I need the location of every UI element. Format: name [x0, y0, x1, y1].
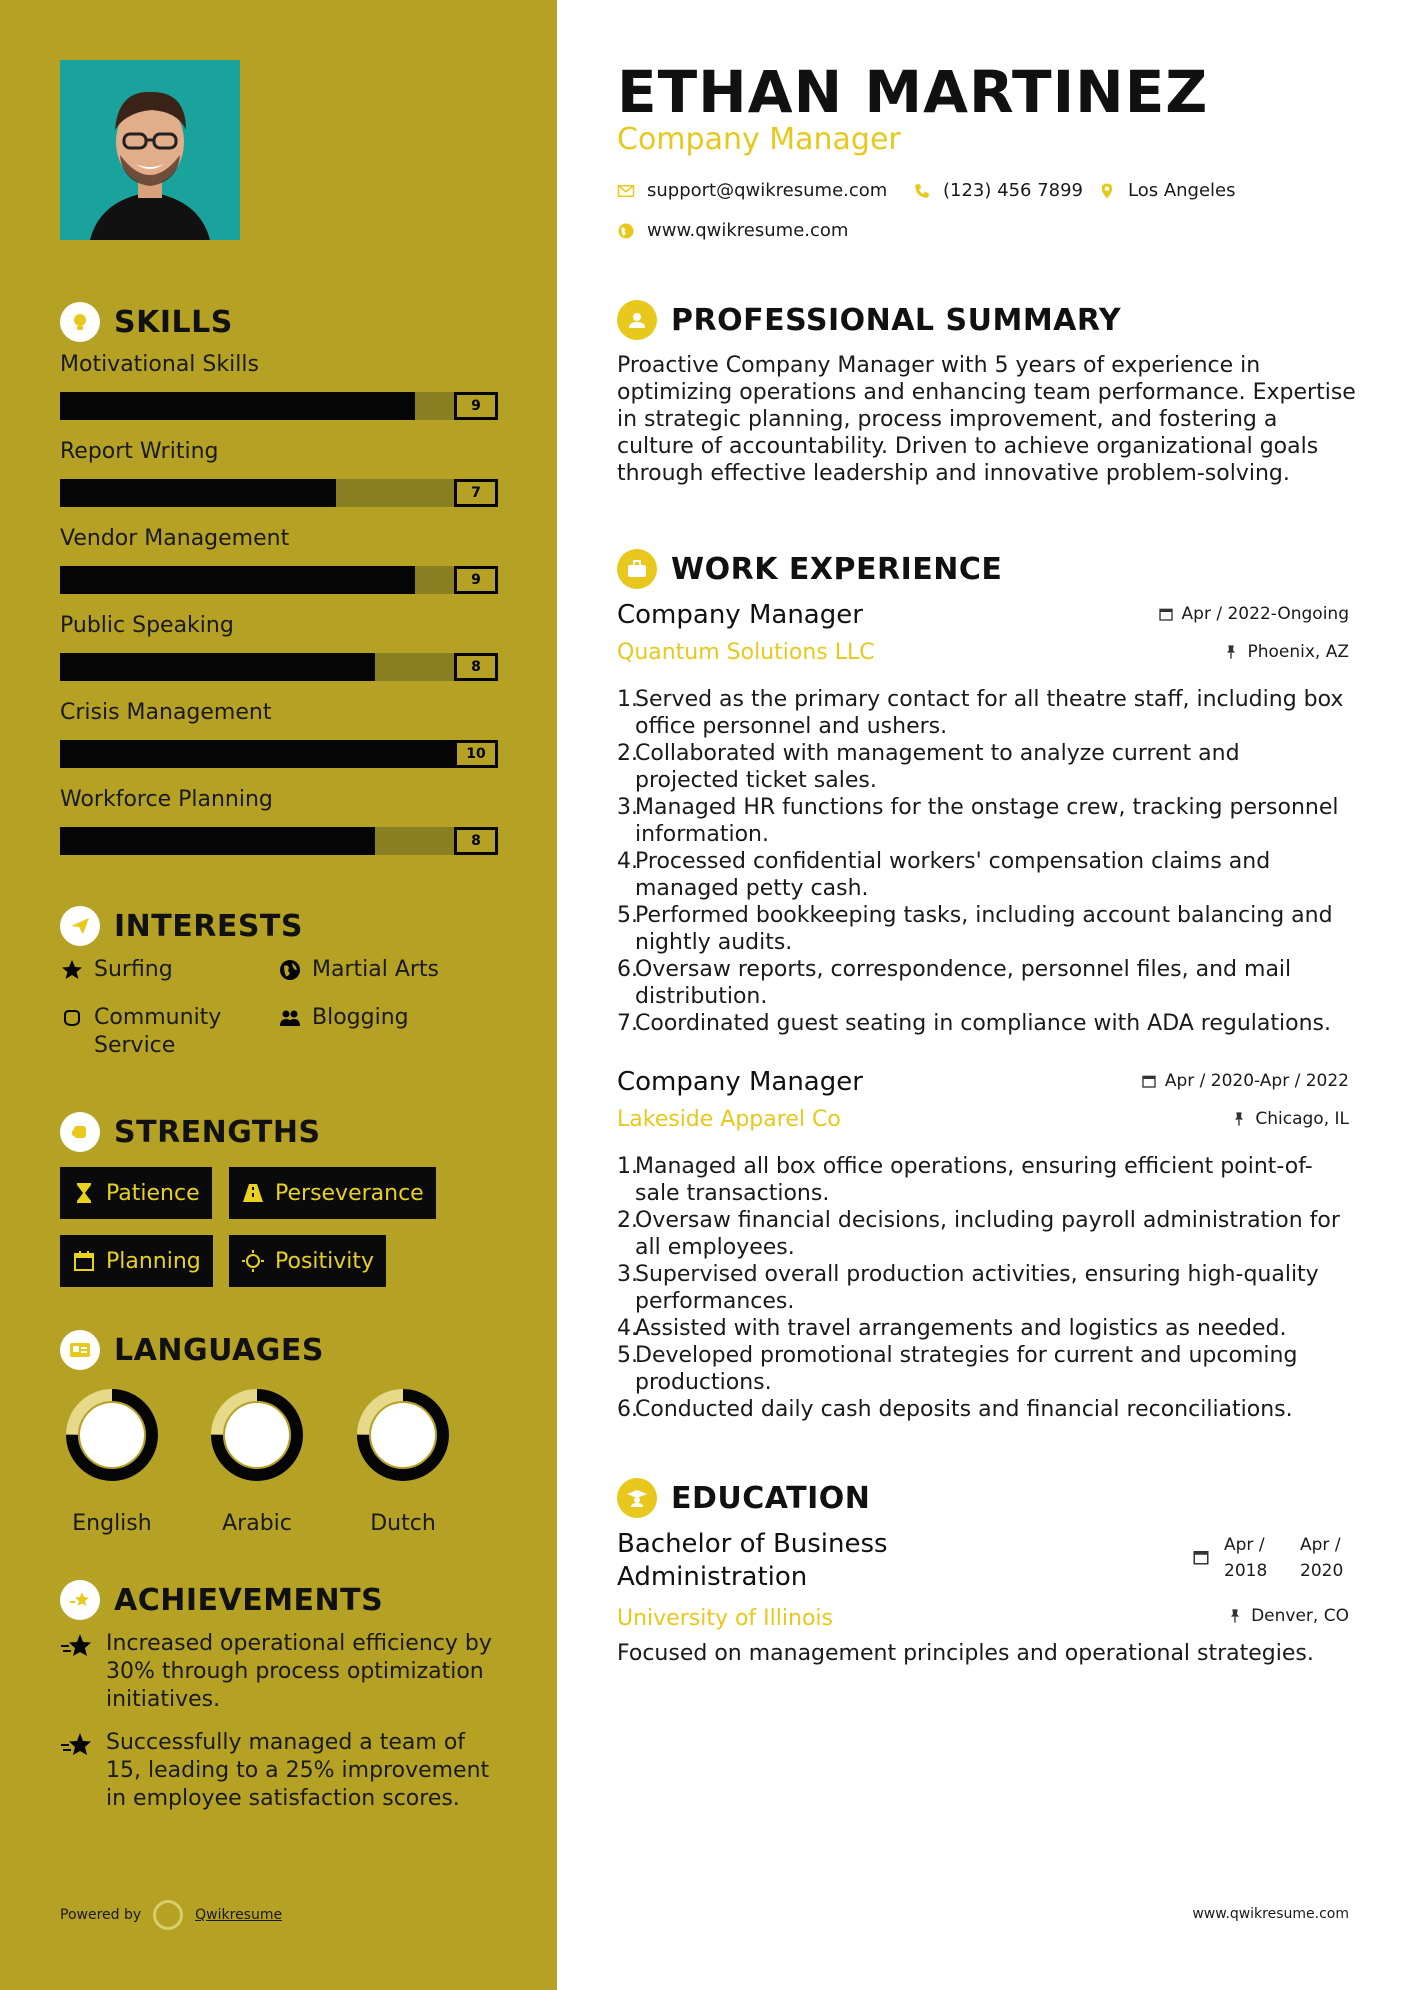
job-dates-text: Apr / 2022-Ongoing [1181, 604, 1349, 624]
interest-item [278, 956, 439, 984]
language-ring [353, 1385, 453, 1485]
language-ring [62, 1385, 162, 1485]
job-dates-text: Apr / 2020-Apr / 2022 [1164, 1071, 1349, 1091]
job-bullet [617, 1010, 1349, 1037]
summary-title: PROFESSIONAL SUMMARY [671, 302, 1122, 338]
strength-label: Patience [106, 1180, 200, 1206]
skill-item [60, 611, 498, 681]
education-heading [617, 1478, 870, 1518]
interest-label: Martial Arts [312, 957, 440, 982]
strengths-heading [60, 1112, 321, 1152]
paper-plane-icon [60, 906, 100, 946]
bullet-number: 7. [617, 1011, 638, 1036]
job-title: Company Manager [617, 1067, 863, 1097]
language-name: Dutch [370, 1511, 436, 1536]
job-location [1223, 642, 1349, 662]
skill-bar [60, 479, 498, 507]
candidate-role: Company Manager [617, 122, 901, 157]
location-text: Los Angeles [1128, 180, 1236, 201]
user-icon [617, 300, 657, 340]
pushpin-icon [1231, 1111, 1247, 1127]
shooting-star-icon [60, 1632, 94, 1660]
interest-label: Blogging [312, 1005, 409, 1030]
skill-score: 8 [454, 653, 498, 681]
bullet-number: 5. [617, 1343, 638, 1368]
hourglass-icon [72, 1181, 96, 1205]
education-end: Apr / 2020 [1300, 1535, 1344, 1581]
achievements-heading [60, 1580, 383, 1620]
skill-bar-fill [60, 392, 415, 420]
users-icon [278, 1006, 302, 1030]
strength-badge [229, 1235, 386, 1287]
calendar-icon [1141, 1073, 1157, 1089]
education-location [1227, 1606, 1349, 1626]
skill-item [60, 437, 498, 507]
job-title: Company Manager [617, 600, 863, 630]
skill-bar [60, 566, 498, 594]
job-location-text: Phoenix, AZ [1247, 642, 1349, 662]
job-bullet [617, 1261, 1349, 1315]
footer-website-link[interactable]: www.qwikresume.com [1192, 1906, 1349, 1922]
job-bullet [617, 902, 1349, 956]
bullet-text: Managed all box office operations, ensuring efficient point-of-sale transactions. [635, 1154, 1313, 1206]
skills-heading [60, 302, 233, 342]
interest-item [60, 956, 173, 984]
strength-badge [60, 1235, 213, 1287]
bullet-text: Oversaw reports, correspondence, personnel files, and mail distribution. [635, 957, 1292, 1009]
job-location-text: Chicago, IL [1255, 1109, 1349, 1129]
job-company: Lakeside Apparel Co [617, 1107, 841, 1132]
bullet-text: Conducted daily cash deposits and financial reconciliations. [635, 1397, 1293, 1422]
job-dates [1141, 1071, 1349, 1091]
bullet-number: 2. [617, 741, 638, 766]
school-name: University of Illinois [617, 1606, 833, 1631]
skill-score: 10 [454, 740, 498, 768]
bullet-text: Managed HR functions for the onstage crew, tracking personnel information. [635, 795, 1339, 847]
website-text: www.qwikresume.com [647, 220, 849, 241]
language-item [52, 1385, 172, 1536]
bullet-number: 6. [617, 1397, 638, 1422]
job-bullet [617, 1396, 1349, 1423]
skill-bar [60, 740, 498, 768]
achievement-item [60, 1630, 500, 1714]
skill-name: Workforce Planning [60, 787, 273, 812]
bullet-text: Supervised overall production activities, ensuring high-quality performances. [635, 1262, 1319, 1314]
fist-icon [60, 1112, 100, 1152]
summary-text: Proactive Company Manager with 5 years of experience in optimizing operations and enhancing team performance. Expertise in strategic planning, process improvement, and fostering a culture of accountability. Driven to achieve organizational goals through effective leadership and innovative problem-solving. [617, 353, 1356, 486]
bullet-text: Coordinated guest seating in compliance with ADA regulations. [635, 1011, 1331, 1036]
skill-item [60, 698, 498, 768]
language-name: Arabic [222, 1511, 292, 1536]
strength-label: Positivity [275, 1248, 375, 1274]
job-bullet [617, 1315, 1349, 1342]
education-start: Apr / 2018 [1224, 1535, 1268, 1581]
graduate-icon [617, 1478, 657, 1518]
strengths-title: STRENGTHS [114, 1114, 321, 1150]
job-entry [617, 598, 1349, 1037]
language-name: English [72, 1511, 152, 1536]
education-entry [617, 1528, 1349, 1666]
bullet-number: 4. [617, 1316, 638, 1341]
interest-label: Surfing [94, 957, 173, 982]
job-bullet [617, 740, 1349, 794]
skill-bar-fill [60, 653, 375, 681]
bullet-number: 3. [617, 795, 638, 820]
phone-text: (123) 456 7899 [943, 180, 1084, 201]
interest-label: Community Service [94, 1005, 222, 1058]
interest-item [60, 1004, 260, 1060]
skill-bar [60, 653, 498, 681]
skill-name: Vendor Management [60, 526, 290, 551]
powered-by [60, 1900, 282, 1930]
skill-score: 9 [454, 392, 498, 420]
achievement-item [60, 1729, 500, 1813]
interests-heading [60, 906, 303, 946]
job-entry [617, 1065, 1349, 1423]
job-dates [1158, 604, 1349, 624]
powered-by-label: Powered by [60, 1907, 142, 1923]
skill-bar-fill [60, 827, 375, 855]
summary-heading [617, 300, 1121, 340]
bullet-number: 5. [617, 903, 638, 928]
skill-name: Public Speaking [60, 613, 234, 638]
candidate-name: ETHAN MARTINEZ [617, 58, 1209, 126]
qwikresume-link[interactable]: Qwikresume [195, 1907, 283, 1923]
bullet-text: Developed promotional strategies for current and upcoming productions. [635, 1343, 1298, 1395]
job-bullets [617, 686, 1349, 1037]
lightbulb-icon [60, 302, 100, 342]
bullet-text: Processed confidential workers' compensation claims and managed petty cash. [635, 849, 1271, 901]
job-bullet [617, 848, 1349, 902]
globe-icon [617, 222, 635, 240]
bullet-number: 6. [617, 957, 638, 982]
envelope-icon [617, 182, 635, 200]
degree-title: Bachelor of Business Administration [617, 1529, 888, 1592]
bullet-text: Served as the primary contact for all theatre staff, including box office personnel and ushers. [635, 687, 1344, 739]
contact-location [1098, 180, 1236, 201]
skill-bar [60, 827, 498, 855]
job-bullet [617, 1207, 1349, 1261]
star-icon [60, 958, 84, 982]
job-company: Quantum Solutions LLC [617, 640, 875, 665]
achievement-text: Successfully managed a team of 15, leading to a 25% improvement in employee satisfaction scores. [106, 1730, 490, 1811]
shooting-star-icon [60, 1580, 100, 1620]
sidebar [0, 0, 557, 1990]
phone-icon [913, 182, 931, 200]
languages-heading [60, 1330, 324, 1370]
language-item [197, 1385, 317, 1536]
bullet-number: 1. [617, 687, 638, 712]
experience-title: WORK EXPERIENCE [671, 551, 1003, 587]
skill-bar [60, 392, 498, 420]
strength-label: Planning [106, 1248, 201, 1274]
bullet-text: Collaborated with management to analyze current and projected ticket sales. [635, 741, 1240, 793]
language-ring [207, 1385, 307, 1485]
skill-item [60, 524, 498, 594]
bullet-number: 4. [617, 849, 638, 874]
job-bullet [617, 794, 1349, 848]
shooting-star-icon [60, 1731, 94, 1759]
qwikresume-logo-icon [153, 1900, 183, 1930]
map-pin-icon [1098, 182, 1116, 200]
interests-title: INTERESTS [114, 908, 303, 944]
skill-score: 7 [454, 479, 498, 507]
skill-score: 9 [454, 566, 498, 594]
job-bullet [617, 1153, 1349, 1207]
strength-badge [60, 1167, 212, 1219]
interest-item [278, 1004, 409, 1032]
calendar-icon [1192, 1548, 1210, 1566]
bullet-text: Performed bookkeeping tasks, including account balancing and nightly audits. [635, 903, 1333, 955]
languages-title: LANGUAGES [114, 1332, 324, 1368]
bullet-text: Assisted with travel arrangements and logistics as needed. [635, 1316, 1287, 1341]
road-icon [241, 1181, 265, 1205]
hand-icon [60, 1006, 84, 1030]
skill-score: 8 [454, 827, 498, 855]
skill-name: Crisis Management [60, 700, 272, 725]
skills-title: SKILLS [114, 304, 233, 340]
email-text: support@qwikresume.com [647, 180, 888, 201]
skill-name: Report Writing [60, 439, 219, 464]
skill-name: Motivational Skills [60, 352, 259, 377]
contact-email[interactable] [617, 180, 887, 201]
achievement-text: Increased operational efficiency by 30% through process optimization initiatives. [106, 1631, 492, 1712]
avatar [60, 60, 240, 240]
bullet-number: 3. [617, 1262, 638, 1287]
education-dates [1192, 1532, 1362, 1584]
pushpin-icon [1223, 644, 1239, 660]
skill-item [60, 350, 498, 420]
sun-icon [241, 1249, 265, 1273]
education-title: EDUCATION [671, 1480, 871, 1516]
experience-heading [617, 549, 1002, 589]
skill-bar-fill [60, 479, 336, 507]
contact-website[interactable] [617, 220, 848, 241]
profile-photo [60, 60, 240, 240]
achievements-title: ACHIEVEMENTS [114, 1582, 384, 1618]
briefcase-icon [617, 549, 657, 589]
bullet-text: Oversaw financial decisions, including payroll administration for all employees. [635, 1208, 1340, 1260]
strength-badge [229, 1167, 436, 1219]
id-card-icon [60, 1330, 100, 1370]
education-description: Focused on management principles and operational strategies. [617, 1641, 1314, 1666]
job-bullet [617, 956, 1349, 1010]
language-item [343, 1385, 463, 1536]
globe-icon [278, 958, 302, 982]
skill-bar-fill [60, 566, 415, 594]
pushpin-icon [1227, 1608, 1243, 1624]
calendar-icon [1158, 606, 1174, 622]
skill-bar-fill [60, 740, 454, 768]
contact-phone[interactable] [913, 180, 1083, 201]
job-bullets [617, 1153, 1349, 1423]
calendar-icon [72, 1249, 96, 1273]
job-bullet [617, 1342, 1349, 1396]
strength-label: Perseverance [275, 1180, 424, 1206]
bullet-number: 1. [617, 1154, 638, 1179]
education-location-text: Denver, CO [1251, 1606, 1349, 1626]
job-bullet [617, 686, 1349, 740]
bullet-number: 2. [617, 1208, 638, 1233]
skill-item [60, 785, 498, 855]
job-location [1231, 1109, 1349, 1129]
